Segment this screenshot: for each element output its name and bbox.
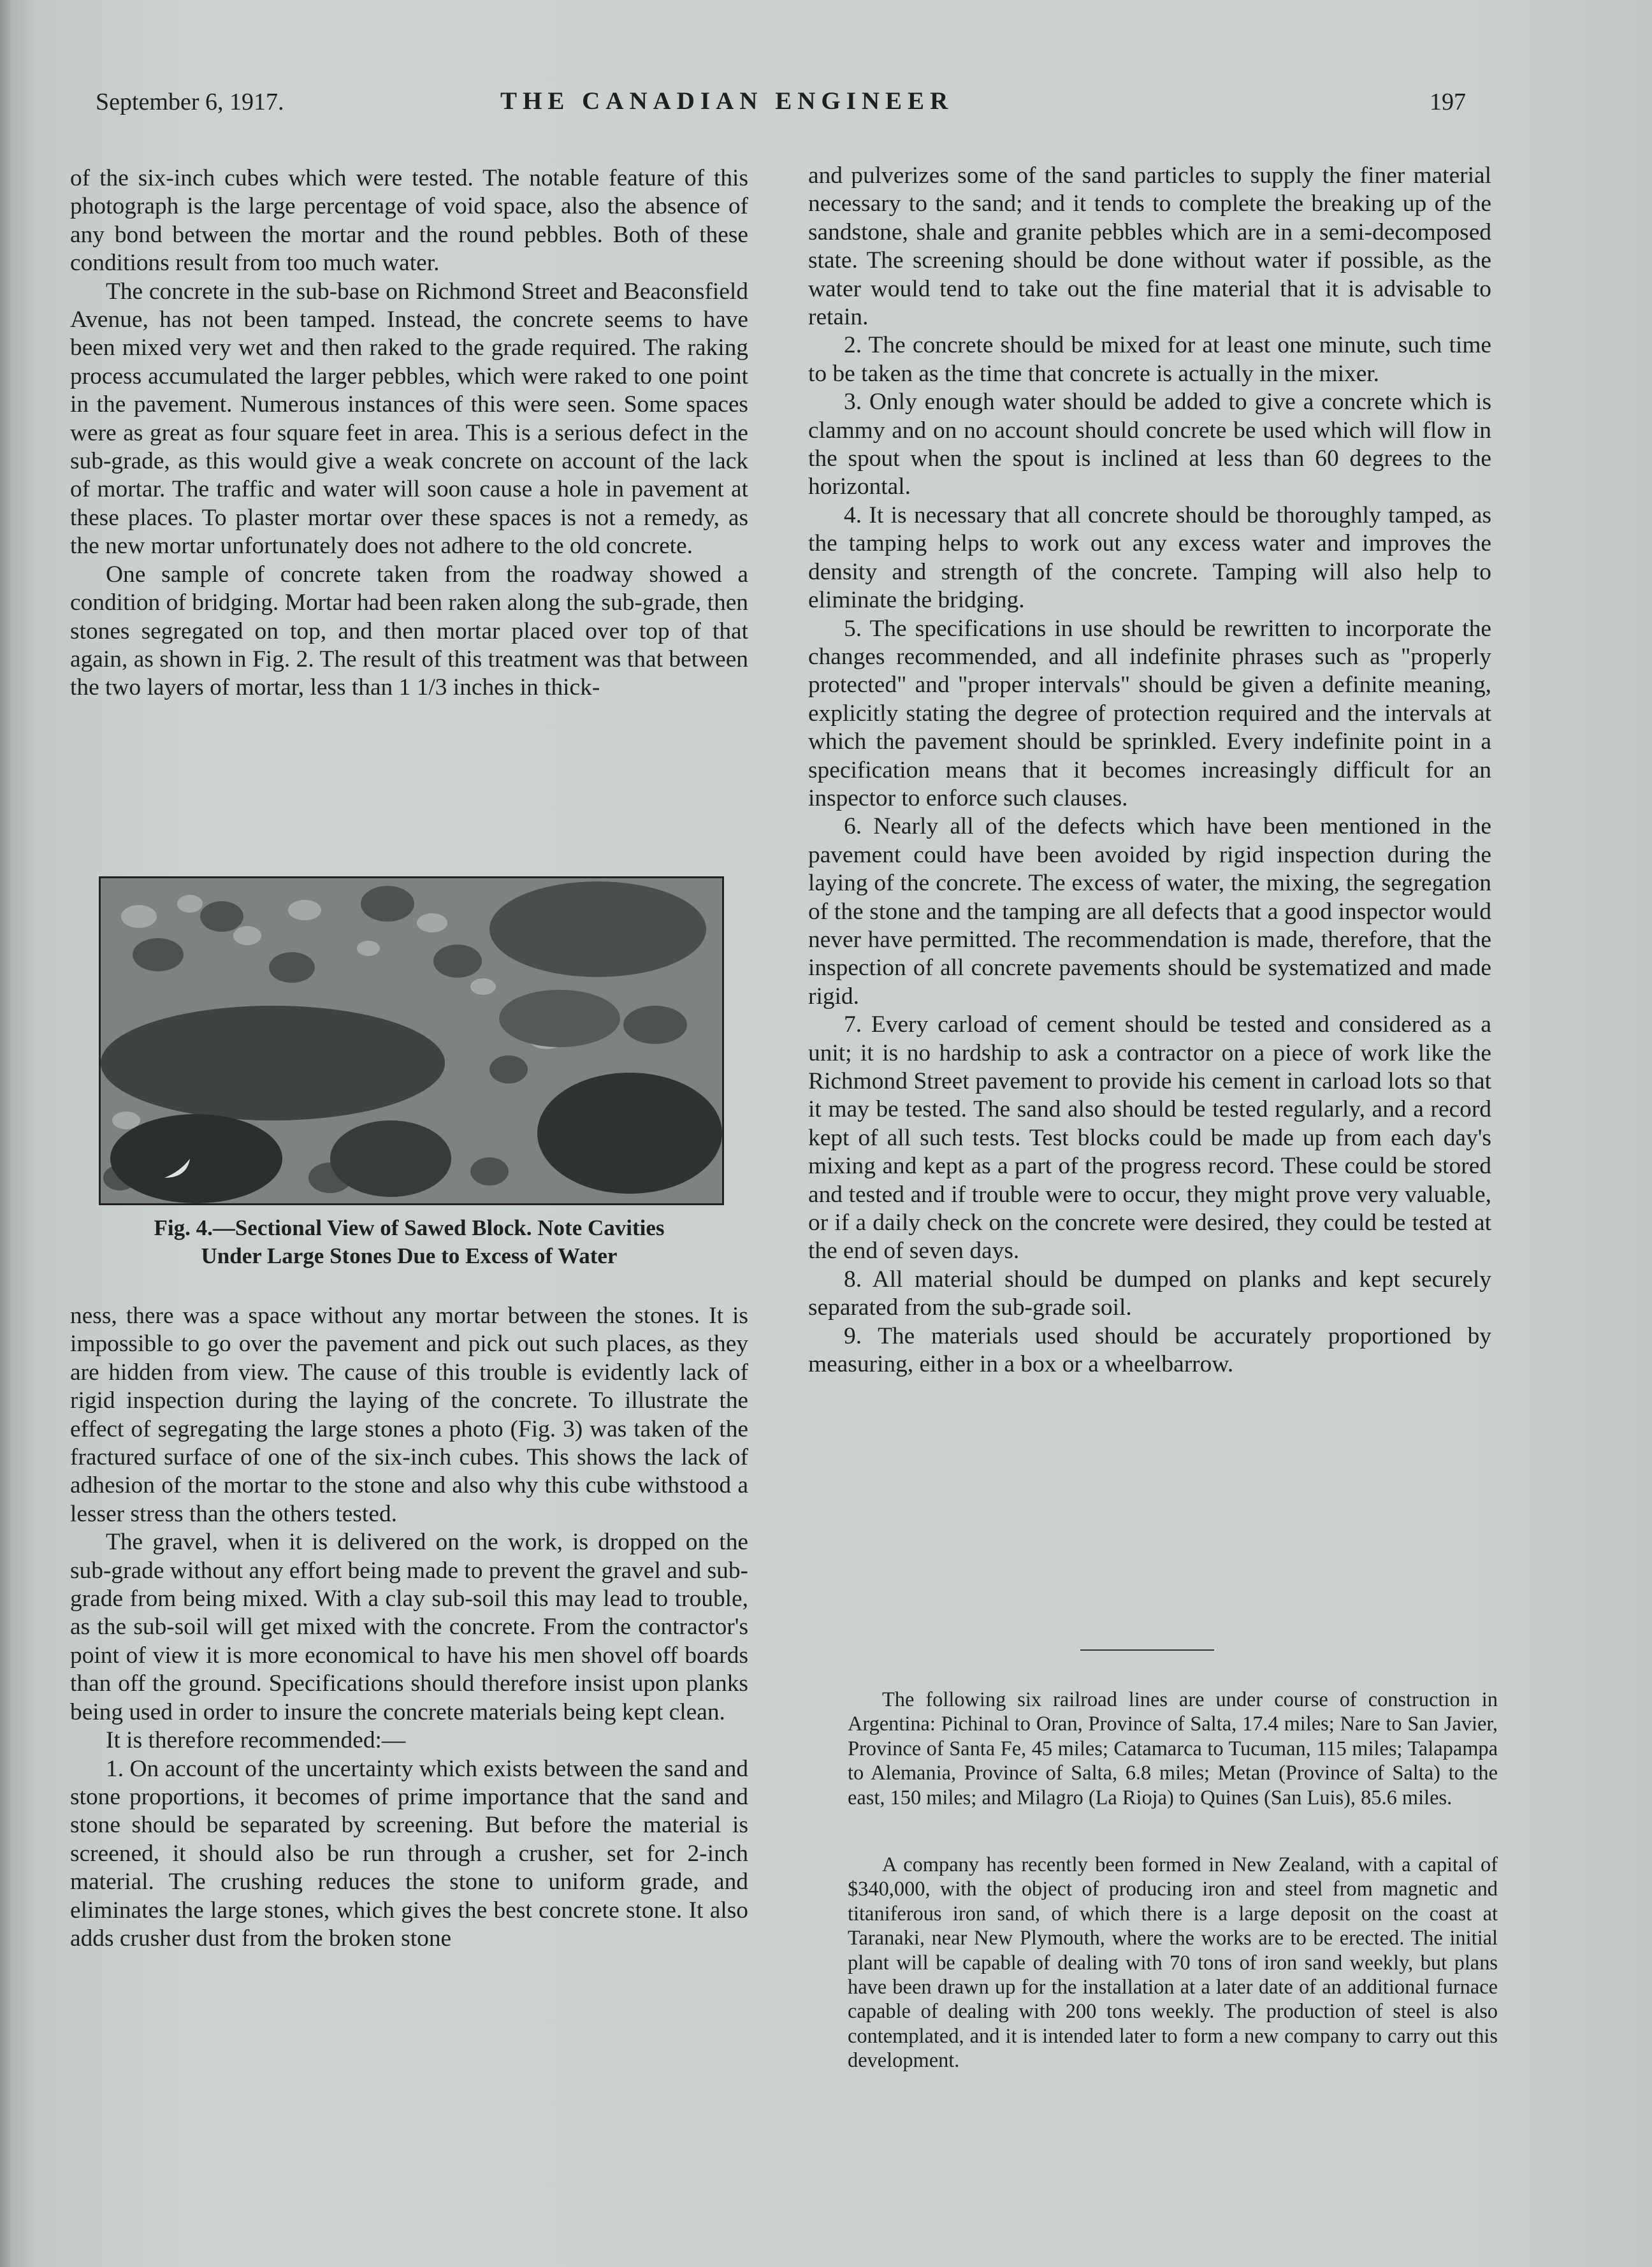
- page-number: 197: [1430, 89, 1466, 115]
- caption-line: Under Large Stones Due to Excess of Water: [201, 1243, 618, 1268]
- paragraph: The following six railroad lines are under course of construction in Argentina: Pichinal to Oran, Province of Salta, 17.4 miles; Nare to San Javier, Province of Santa Fe, 45 miles; Catamarca to Tucuman, 115 miles; Talapampa to Alemania, Province of Salta, 6.8 miles; Metan (Province of Salta) to the east, 150 miles; and Milagro (La Rioja) to Quines (San Luis), 85.6 miles.: [848, 1688, 1498, 1809]
- paragraph: 4. It is necessary that all concrete should be thoroughly tamped, as the tamping helps to work out any excess water and improves the density and strength of the concrete. Tamping will also help to eliminate the bridging.: [808, 502, 1491, 614]
- caption-line: Fig. 4.—Sectional View of Sawed Block. Note Cavities: [154, 1215, 665, 1240]
- news-item-argentina-railroads: [848, 1688, 1498, 1810]
- paragraph: A company has recently been formed in New Zealand, with a capital of $340,000, with the object of producing iron and steel from magnetic and titaniferous iron sand, of which there is a large deposit on the coast at Taranaki, near New Plymouth, where the works are to be erected. The initial plant will be capable of dealing with 70 tons of iron sand weekly, but plans have been drawn up for the installation at a later date of an additional furnace capable of dealing with 200 tons weekly. The production of steel is also contemplated, and it is intended later to form a new company to carry out this development.: [848, 1853, 1498, 2073]
- large-stone: [330, 1120, 451, 1197]
- figure-photo-sawed-block: [99, 876, 724, 1205]
- paragraph: 1. On account of the uncertainty which exists between the sand and stone proportions, it becomes of prime importance that the sand and stone should be separated by screening. But before the material is screened, it should also be run through a crusher, set for 2-inch material. The crushing reduces the stone to uniform grade, and eliminates the large stones, which gives the best concrete stone. It also adds crusher dust from the broken stone: [70, 1755, 748, 1952]
- paragraph: of the six-inch cubes which were tested. The notable feature of this photograph is the large percentage of void space, also the absence of any bond between the mortar and the round pebbles. Both of these conditions result from too much water.: [70, 165, 748, 277]
- right-column: [808, 162, 1491, 1379]
- left-column-bottom: [70, 1302, 748, 1953]
- paragraph: 3. Only enough water should be added to give a concrete which is clammy and on no account should concrete be used which will flow in the spout when the spout is inclined at less than 60 degrees to the horizontal.: [808, 389, 1491, 500]
- concrete-section-image: [101, 878, 722, 1203]
- large-stone: [499, 990, 620, 1047]
- left-column-top: [70, 164, 748, 702]
- large-stone: [489, 881, 706, 977]
- paragraph: The concrete in the sub-base on Richmond Street and Beaconsfield Avenue, has not been tamped. Instead, the concrete seems to have been mixed very wet and then raked to the grade required. The raking process accumulated the larger pebbles, which were raked to one point in the pavement. Numerous instances of this were seen. Some spaces were as great as four square feet in area. This is a serious defect in the sub-grade, as this would give a weak concrete on account of the lack of mortar. The traffic and water will soon cause a hole in pavement at these places. To plaster mortar over these spaces is not a remedy, as the new mortar unfortunately does not adhere to the old concrete.: [70, 278, 748, 560]
- paragraph: One sample of concrete taken from the roadway showed a condition of bridging. Mortar had been raken along the sub-grade, then stones segregated on top, and then mortar placed over top of that again, as shown in Fig. 2. The result of this treatment was that between the two layers of mortar, less than 1 1/3 inches in thick-: [70, 561, 748, 701]
- paragraph: The gravel, when it is delivered on the work, is dropped on the sub-grade without any effort being made to prevent the gravel and sub-grade from being mixed. With a clay sub-soil this may lead to trouble, as the sub-soil will get mixed with the concrete. From the contractor's point of view it is more economical to have his men shovel off boards than off the ground. Specifications should therefore insist upon planks being used in order to insure the concrete materials being kept clean.: [70, 1529, 748, 1725]
- paragraph: 2. The concrete should be mixed for at least one minute, such time to be taken as the time that concrete is actually in the mixer.: [808, 332, 1491, 387]
- paragraph: 6. Nearly all of the defects which have been mentioned in the pavement could have been avoided by rigid inspection during the laying of the concrete. The excess of water, the mixing, the segregation of the stone and the tamping are all defects that a good inspector would never have permitted. The recommendation is made, therefore, that the inspection of all concrete pavements should be systematized and made rigid.: [808, 813, 1491, 1010]
- running-header: [96, 88, 1466, 126]
- news-item-new-zealand-iron: [848, 1853, 1498, 2073]
- paragraph: and pulverizes some of the sand particles to supply the finer material necessary to the sand; and it tends to complete the breaking up of the sandstone, shale and granite pebbles which are in a semi-decomposed state. The screening should be done without water if possible, as the water would tend to take out the fine material that it is advisable to retain.: [808, 163, 1491, 331]
- large-stone: [110, 1114, 282, 1203]
- paragraph: ness, there was a space without any mortar between the stones. It is impossible to go over the pavement and pick out such places, as they are hidden from view. The cause of this trouble is evidently lack of rigid inspection during the laying of the concrete. To illustrate the effect of segregating the large stones a photo (Fig. 3) was taken of the fractured surface of one of the six-inch cubes. This shows the lack of adhesion of the mortar to the stone and also why this cube withstood a lesser stress than the others tested.: [70, 1303, 748, 1527]
- large-stone: [101, 1006, 445, 1120]
- paragraph: 5. The specifications in use should be rewritten to incorporate the changes recommended, and all indefinite phrases such as "properly protected" and "proper intervals" should be given a definite meaning, explicitly stating the degree of protection required and the intervals at which the pavement should be sprinkled. Every indefinite point in a specification means that it becomes increasingly difficult for an inspector to enforce such clauses.: [808, 615, 1491, 811]
- paragraph: It is therefore recommended:—: [106, 1727, 406, 1754]
- journal-title: THE CANADIAN ENGINEER: [500, 87, 954, 115]
- figure-caption: [70, 1214, 748, 1270]
- paragraph: 8. All material should be dumped on planks and kept securely separated from the sub-grade soil.: [808, 1266, 1491, 1321]
- paragraph: 7. Every carload of cement should be tested and considered as a unit; it is no hardship to ask a contractor on a piece of work like the Richmond Street pavement to provide his cement in carload lots so that it may be tested. The sand also should be tested regularly, and a record kept of all such tests. Test blocks could be made up from each day's mixing and kept as a part of the progress record. These could be stored and tested and if trouble were to occur, they might prove very valuable, or if a daily check on the concrete were desired, they could be tested at the end of seven days.: [808, 1011, 1491, 1264]
- section-divider: [1080, 1649, 1214, 1651]
- issue-date: September 6, 1917.: [96, 89, 284, 115]
- paragraph: 9. The materials used should be accurately proportioned by measuring, either in a box or a wheelbarrow.: [808, 1322, 1491, 1378]
- large-stone: [537, 1073, 722, 1194]
